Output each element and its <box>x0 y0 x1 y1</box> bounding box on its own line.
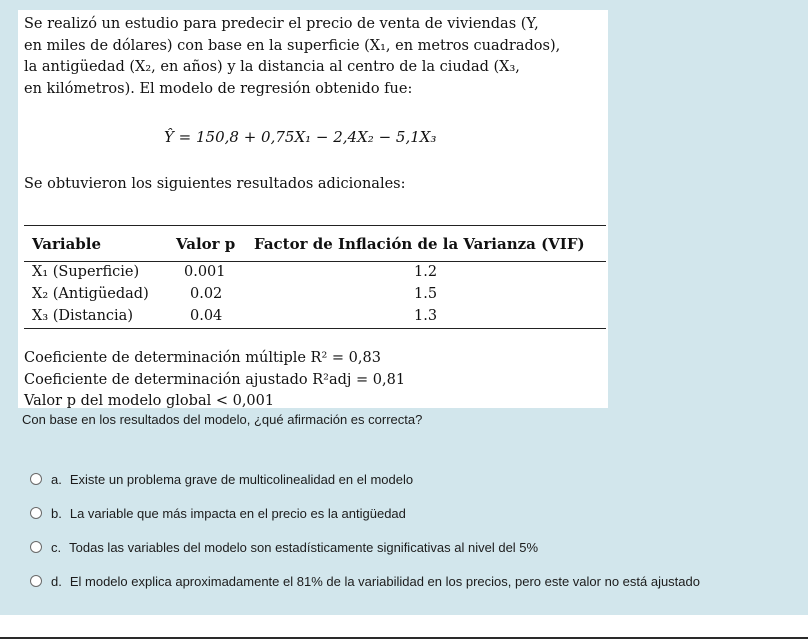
option-d[interactable] <box>30 572 700 590</box>
option-text: Existe un problema grave de multicolinealidad en el modelo <box>69 471 414 487</box>
table-rule-top <box>24 225 606 226</box>
row-p-value: 0.001 <box>184 264 226 280</box>
row-variable: X₁ (Superficie) <box>32 264 140 280</box>
option-text: El modelo explica aproximadamente el 81% de la variabilidad en los precios, pero este valor no está ajustado <box>69 573 700 589</box>
regression-formula: Ŷ = 150,8 + 0,75X₁ − 2,4X₂ − 5,1X₃ <box>164 128 437 146</box>
row-vif: 1.5 <box>414 286 438 302</box>
option-c[interactable] <box>30 538 538 556</box>
page-divider <box>0 637 808 639</box>
radio-button-b[interactable] <box>30 507 42 519</box>
option-a[interactable] <box>30 470 413 488</box>
row-variable: X₃ (Distancia) <box>32 308 133 324</box>
row-p-value: 0.04 <box>190 308 223 324</box>
radio-button-d[interactable] <box>30 575 42 587</box>
option-text: La variable que más impacta en el precio es la antigüedad <box>69 505 406 521</box>
results-intro: Se obtuvieron los siguientes resultados adicionales: <box>24 176 406 192</box>
option-letter: b. <box>51 505 62 521</box>
option-text: Todas las variables del modelo son estadísticamente significativas al nivel del 5% <box>69 539 539 555</box>
row-variable: X₂ (Antigüedad) <box>32 286 149 302</box>
header-variable: Variable <box>32 235 102 253</box>
intro-line: Se realizó un estudio para predecir el precio de venta de viviendas (Y, <box>24 16 539 32</box>
table-rule-bottom <box>24 328 606 329</box>
option-letter: d. <box>51 573 62 589</box>
option-b[interactable] <box>30 504 406 522</box>
intro-line: en kilómetros). El modelo de regresión obtenido fue: <box>24 80 413 97</box>
option-letter: c. <box>51 539 62 555</box>
problem-statement-image <box>18 10 608 408</box>
table-rule-mid <box>24 261 606 262</box>
header-p-value: Valor p <box>176 235 236 253</box>
stat-global-p: Valor p del modelo global < 0,001 <box>24 393 275 409</box>
stat-r2-adjusted: Coeficiente de determinación ajustado R²adj = 0,81 <box>24 372 406 388</box>
row-p-value: 0.02 <box>190 286 223 302</box>
row-vif: 1.2 <box>414 264 438 280</box>
radio-button-a[interactable] <box>30 473 42 485</box>
radio-button-c[interactable] <box>30 541 42 553</box>
intro-line: la antigüedad (X₂, en años) y la distancia al centro de la ciudad (X₃, <box>24 59 520 75</box>
row-vif: 1.3 <box>414 308 438 324</box>
stat-r2: Coeficiente de determinación múltiple R² = 0,83 <box>24 350 381 366</box>
option-letter: a. <box>51 471 62 487</box>
problem-intro <box>24 14 604 100</box>
question-text: Con base en los resultados del modelo, ¿qué afirmación es correcta? <box>22 412 423 427</box>
header-vif: Factor de Inflación de la Varianza (VIF) <box>254 235 585 253</box>
intro-line: en miles de dólares) con base en la superficie (X₁, en metros cuadrados), <box>24 37 561 54</box>
